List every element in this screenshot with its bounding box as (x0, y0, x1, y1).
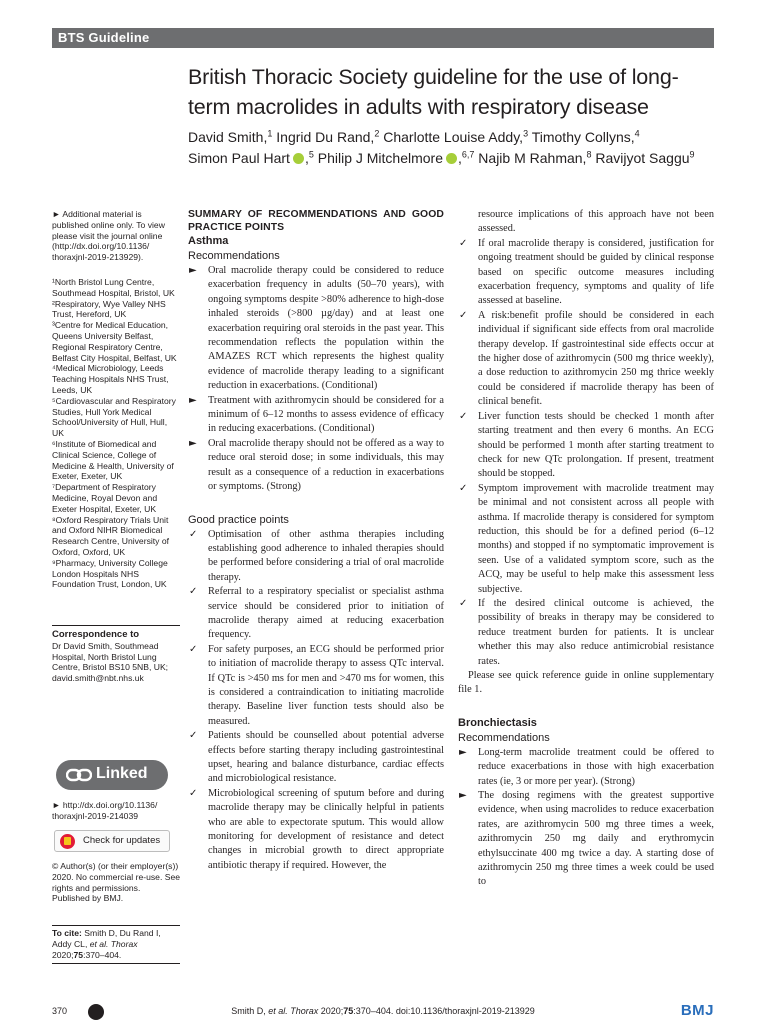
chain-link-icon (66, 768, 92, 782)
correspondence-heading: Correspondence to (52, 629, 140, 640)
affiliation: ⁴Medical Microbiology, Leeds Teaching Hospitals NHS Trust, Leeds, UK (52, 363, 169, 395)
recommendation-text: Oral macrolide therapy could be considered to reduce exacerbation frequency in adults (50–70 years), with ongoing symptoms despite >80% adherence to high-dose inhaled steroids (>800 µg/day) and at least one exacerbation requiring oral steroids in the past year. This recommendation reflects the population within the AMAZES RCT which represents the highest quality evidence of macrolide therapy leading to a significant reduction in exacerbations. (Conditional) (208, 265, 444, 392)
to-cite-journal: et al. Thorax (89, 938, 138, 949)
additional-material-link[interactable]: ► Additional material is published online only. To view please visit the journal online (http://dx.doi.org/10.1136/ thoraxjnl-2019-213929). (52, 209, 165, 263)
check-icon: ✓ (459, 410, 468, 422)
affiliation: ⁹Pharmacy, University College London Hospitals NHS Foundation Trust, London, UK (52, 557, 168, 590)
correspondence-text[interactable]: Dr David Smith, Southmead Hospital, North Bristol Lung Centre, Bristol BS10 5NB, UK; david.smith@nbt.nhs.uk (52, 640, 169, 684)
affiliation-ref: 1 (267, 128, 273, 139)
affiliation-ref: 8 (586, 149, 592, 160)
author-name[interactable]: Najib M Rahman, (474, 150, 587, 166)
good-practice-heading: Good practice points (188, 513, 289, 526)
column-right (458, 208, 714, 890)
affiliation-ref: 2 (374, 128, 380, 139)
author-list (188, 127, 718, 169)
recommendations-heading: Recommendations (188, 250, 280, 262)
author-name[interactable]: Charlotte Louise Addy, (379, 129, 524, 145)
good-practice-text: Microbiological screening of sputum before and during macrolide therapy may be clinically helpful in patients who are able to expectorate sputum. This would allow monitoring for development of resistance and detect changes in microbial growth to direct appropriate antibiotic therapy if required. However, the (208, 787, 444, 871)
recommendation-item (458, 746, 714, 789)
asthma-heading: Asthma (188, 235, 229, 247)
affiliation: ⁸Oxford Respiratory Trials Unit and Oxford NIHR Biomedical Research Centre, University of Oxford, Oxford, UK (52, 514, 170, 557)
author-line-1 (188, 127, 718, 148)
affiliations-list (52, 277, 180, 590)
affiliation: ⁵Cardiovascular and Respiratory Studies, Hull York Medical School/University of Hull, Hull, UK (52, 395, 176, 439)
check-icon: ✓ (459, 482, 468, 494)
arrow-bullet-icon: ► (189, 394, 197, 406)
arrow-bullet-icon: ► (459, 746, 467, 758)
author-name[interactable]: Ravijyot Saggu (591, 150, 690, 166)
bronchiectasis-heading: Bronchiectasis (458, 716, 537, 729)
footer-cite-doi[interactable]: :370–404. doi:10.1136/thoraxjnl-2019-213929 (353, 1006, 535, 1016)
good-practice-text: Symptom improvement with macrolide treatment may be minimal and not consistent across all people with asthma. If macrolide therapy is considered for symptom reduction, this should be for a defined period (6–12 months) and stopped if no symptomatic improvement is seen. Use of a validated symptom score, such as the ACQ, may be useful to help make this assessment less subjective. (478, 482, 714, 595)
good-practice-item (458, 410, 714, 482)
good-practice-item (458, 597, 714, 669)
additional-material-note (52, 209, 180, 263)
check-icon: ✓ (189, 586, 198, 598)
good-practice-text: Referral to a respiratory specialist or specialist asthma service should be considered prior to initiation of macrolide therapy aimed at reducing exacerbation frequency. (208, 586, 444, 641)
orcid-icon[interactable] (446, 153, 457, 164)
author-name[interactable]: Simon Paul Hart (188, 150, 290, 166)
check-icon: ✓ (189, 787, 198, 799)
to-cite-label: To cite: (52, 928, 82, 938)
affiliation: ⁶Institute of Biomedical and Clinical Science, College of Medicine & Health, University of Exeter, Exeter, UK (52, 438, 174, 482)
page-number: 370 (52, 1006, 68, 1016)
check-icon: ✓ (459, 309, 468, 321)
good-practice-item (458, 237, 714, 309)
check-icon: ✓ (459, 237, 468, 249)
section-label: BTS Guideline (58, 30, 150, 45)
affiliation-ref: 4 (634, 128, 640, 139)
footer-citation (52, 1006, 714, 1016)
affiliation: ²Respiratory, Wye Valley NHS Trust, Hereford, UK (52, 298, 166, 320)
check-for-updates-button[interactable] (54, 830, 170, 852)
good-practice-item (458, 309, 714, 410)
arrow-bullet-icon: ► (189, 265, 197, 276)
copyright-text: © Author(s) (or their employer(s)) 2020. No commercial re-use. See rights and permissions. Published by BMJ. (52, 861, 181, 904)
to-cite-year: 2020; (52, 949, 74, 960)
linked-badge[interactable] (56, 760, 168, 790)
recommendation-text: Treatment with azithromycin should be considered for a minimum of 6–12 months to assess evidence of efficacy in reducing exacerbations. (Conditional) (208, 394, 444, 435)
good-practice-item (188, 585, 444, 643)
good-practice-text: Optimisation of other asthma therapies including establishing good adherence to inhaled therapies should be performed before considering a trial of oral macrolide therapy. (208, 528, 444, 583)
to-cite-box (52, 925, 180, 964)
check-icon: ✓ (189, 643, 198, 655)
recommendation-item (188, 264, 444, 394)
to-cite-pages: :370–404. (83, 949, 122, 960)
section-banner (52, 28, 714, 48)
page-footer (52, 1004, 714, 1020)
continuation-text: resource implications of this approach have not been assessed. (478, 209, 714, 235)
good-practice-item (188, 729, 444, 787)
author-name[interactable]: Philip J Mitchelmore (313, 150, 443, 166)
good-practice-text: Patients should be counselled about potential adverse effects before starting therapy including gastrointestinal upset, hearing and balance disturbance, cardiac effects and microbiological resistance. (208, 730, 444, 785)
good-practice-item (188, 528, 444, 586)
to-cite-text: Smith D, Du Rand I, Addy CL, (52, 928, 161, 949)
recommendation-text: Oral macrolide therapy should not be offered as a way to reduce oral steroid dose; in some individuals, this may result as a consequence of a reduction in exacerbations or symptoms. (Strong) (208, 437, 444, 493)
affiliation-ref: 5 (308, 149, 314, 160)
check-icon: ✓ (459, 597, 468, 609)
author-line-2: Simon Paul Hart ,$^5$ Philip J Mitchelmore ,$^{6,7}$ Najib M Rahman,$^8$ Ravijyot Saggu$^9$ (188, 149, 695, 166)
divider (52, 625, 180, 626)
arrow-bullet-icon: ► (459, 790, 467, 802)
supplementary-note[interactable]: Please see quick reference guide in online supplementary file 1. (458, 670, 714, 696)
linked-article (52, 800, 180, 822)
affiliation: ⁷Department of Respiratory Medicine, Royal Devon and Exeter Hospital, Exeter, UK (52, 482, 158, 514)
summary-heading: SUMMARY OF RECOMMENDATIONS AND GOOD PRACTICE POINTS (188, 209, 444, 233)
good-practice-item (188, 643, 444, 729)
correspondence-block (52, 630, 180, 684)
linked-label: Linked (96, 765, 148, 782)
to-cite-volume: 75 (73, 949, 84, 960)
crossmark-icon (60, 834, 75, 849)
author-name[interactable]: David Smith, (188, 129, 268, 145)
recommendation-item (458, 789, 714, 890)
affiliation-ref: 3 (523, 128, 529, 139)
good-practice-text: A risk:benefit profile should be considered in each individual if significant side effects from oral macrolide therapy develop. If gastrointestinal side effects occur at the higher dose of azithromycin (500 mg thrice weekly), a dose reduction to azithromycin 250 mg thrice weekly could be considered if macrolide therapy has been of clinical benefit. (478, 309, 714, 408)
recommendation-item (188, 437, 444, 495)
copyright-notice (52, 861, 180, 904)
footer-cite-year: 2020; (318, 1006, 344, 1016)
check-icon: ✓ (189, 730, 198, 742)
recommendation-text: The dosing regimens with the greatest supportive evidence, when using macrolides to reduce exacerbation rates, are azithromycin 500 mg three times a week, azithromycin 250 mg daily and erythromycin ethylsuccinate 400 mg twice a day. A starting dose of azithromycin 250 mg three times a week could be used to (478, 790, 714, 888)
affiliation-ref: 9 (689, 149, 695, 160)
good-practice-text: For safety purposes, an ECG should be performed prior to initiation of macrolide therapy to assess QTc interval. If QTc is >450 ms for men and >470 ms for women, this is considered a contraindication to initiating macrolide therapy. Baseline liver function tests should also be measured. (208, 643, 444, 727)
affiliation: ³Centre for Medical Education, Queens University Belfast, Regional Respiratory Centre, Belfast City Hospital, Belfast, UK (52, 320, 177, 363)
footer-cite-authors: Smith D, (231, 1006, 269, 1016)
linked-doi-link[interactable]: ► http://dx.doi.org/10.1136/ thoraxjnl-2019-214039 (52, 800, 158, 821)
check-for-updates-label: Check for updates (83, 835, 161, 846)
recommendation-text: Long-term macrolide treatment could be offered to reduce exacerbations in those with high exacerbation rates (ie, 3 or more per year). (Strong) (478, 746, 714, 787)
good-practice-text: If oral macrolide therapy is considered, justification for ongoing treatment should be guided by clinical response based on specific outcome measures including exacerbation frequency, symptoms and quality of life assessed at baseline. (478, 237, 714, 307)
continued-text (458, 208, 714, 237)
footer-cite-journal: et al. Thorax (268, 1006, 319, 1016)
affiliation-ref: 6,7 (461, 149, 475, 160)
author-name[interactable]: Ingrid Du Rand, (272, 129, 375, 145)
orcid-icon[interactable] (293, 153, 304, 164)
recommendation-item (188, 394, 444, 437)
column-left (188, 208, 444, 873)
good-practice-text: If the desired clinical outcome is achieved, the possibility of breaks in therapy may be considered to reduce treatment burden for patients. It is unclear whether this may also reduce antimicrobial resistance rates. (478, 597, 714, 667)
recommendations-heading: Recommendations (458, 731, 550, 744)
good-practice-text: Liver function tests should be checked 1 month after starting treatment and then every 6 months. An ECG should be performed 1 month after starting treatment to check for new QTc prolongation. If present, treatment should be stopped. (478, 410, 714, 480)
footer-cite-volume: 75 (343, 1006, 354, 1016)
article-title: British Thoracic Society guideline for the use of long-term macrolides in adults with respiratory disease (188, 65, 679, 119)
arrow-bullet-icon: ► (189, 437, 197, 449)
affiliation: ¹North Bristol Lung Centre, Southmead Hospital, Bristol, UK (52, 277, 175, 298)
good-practice-item (188, 787, 444, 873)
author-name[interactable]: Timothy Collyns, (528, 129, 635, 145)
bmj-logo[interactable]: BMJ (680, 1002, 714, 1019)
check-icon: ✓ (189, 528, 198, 540)
good-practice-item (458, 482, 714, 597)
